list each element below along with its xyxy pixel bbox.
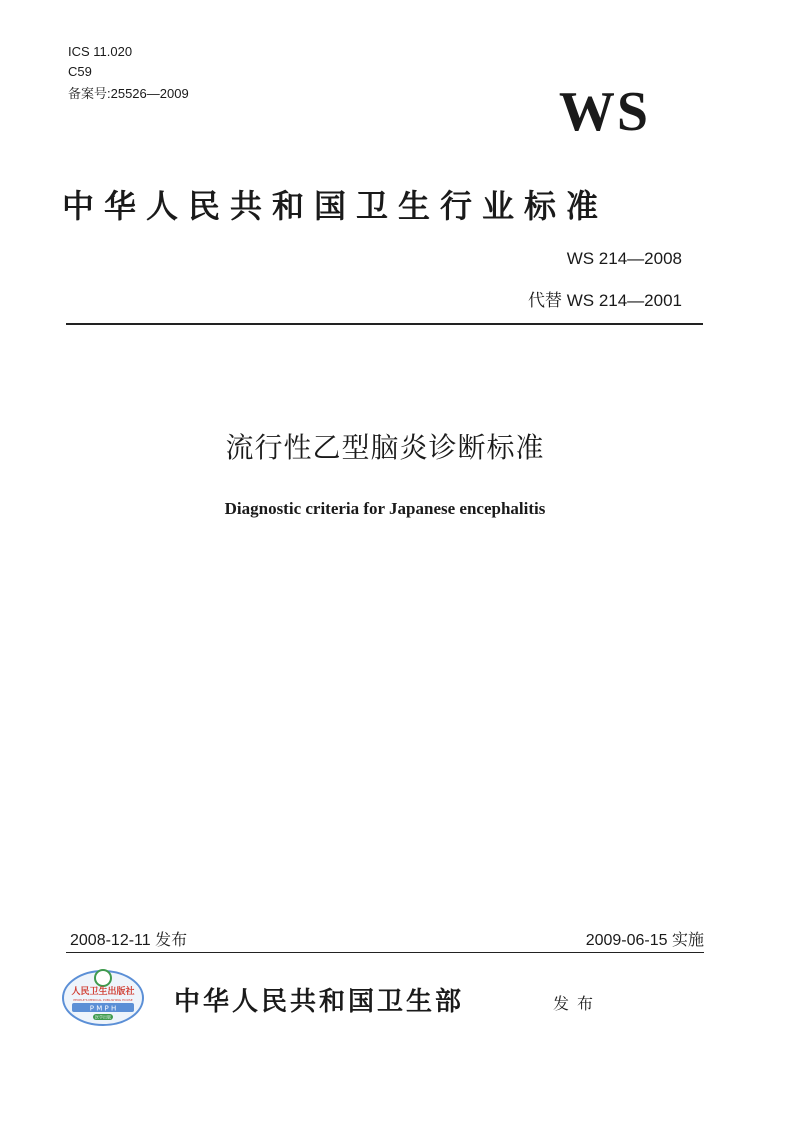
publish-label: 发布	[553, 994, 602, 1013]
svg-text:P M P H: P M P H	[89, 1004, 117, 1013]
svg-text:医学出版: 医学出版	[95, 1014, 111, 1020]
document-title-cn: 流行性乙型脑炎诊断标准	[225, 431, 545, 464]
standard-category-title: 中华人民共和国卫生行业标准	[62, 187, 609, 225]
document-title-en: Diagnostic criteria for Japanese encephalitis	[224, 499, 546, 518]
header-divider	[66, 323, 703, 325]
svg-text:PEOPLE'S MEDICAL PUBLISHING HO: PEOPLE'S MEDICAL PUBLISHING HOUSE	[73, 998, 133, 1002]
ws-logo: WS	[558, 81, 650, 143]
footer-divider	[66, 952, 704, 953]
ics-code: ICS 11.020	[68, 44, 133, 59]
standard-code: WS 214—2008	[566, 249, 682, 268]
clc-code: C59	[68, 64, 92, 79]
issue-date: 2008-12-11 发布	[70, 932, 188, 949]
publisher-logo	[62, 966, 144, 1026]
svg-text:人民卫生出版社: 人民卫生出版社	[71, 987, 135, 997]
replaces-code: 代替 WS 214—2001	[527, 291, 682, 310]
pmph-logo-icon	[62, 966, 144, 1026]
publisher-name: 中华人民共和国卫生部	[174, 987, 465, 1017]
record-number: 备案号:25526—2009	[68, 86, 189, 101]
implementation-date: 2009-06-15 实施	[585, 932, 704, 949]
